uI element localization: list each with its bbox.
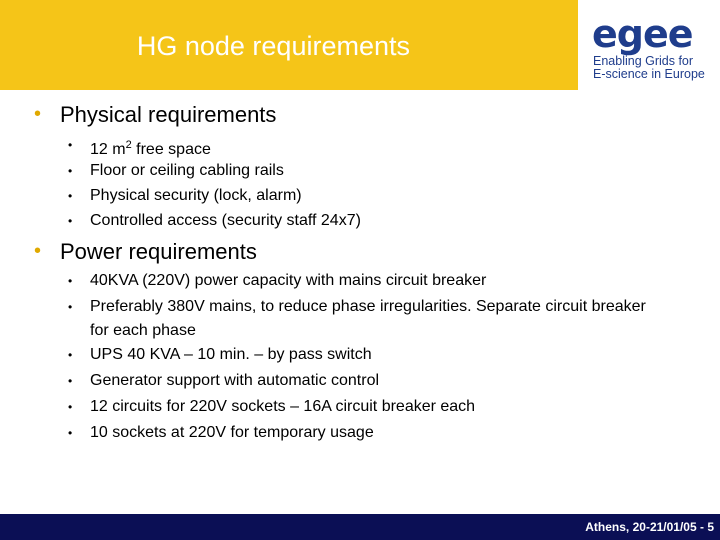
bullet-icon: • xyxy=(68,374,73,388)
bullet-icon: • xyxy=(34,103,42,125)
bullet-icon: • xyxy=(68,426,73,440)
bullet-icon: • xyxy=(68,164,73,178)
logo-brand: egee xyxy=(592,12,693,56)
bullet-icon: • xyxy=(34,240,42,262)
header-bar xyxy=(0,0,578,90)
slide-title: HG node requirements xyxy=(136,31,410,61)
footer-text: Athens, 20-21/01/05 - 5 xyxy=(585,520,714,534)
bullet-icon: • xyxy=(68,400,73,414)
bullet-icon: • xyxy=(68,138,73,152)
bullet-icon: • xyxy=(68,300,73,314)
egee-logo xyxy=(590,14,712,82)
logo-tagline-line2: E-science in Europe xyxy=(593,67,705,81)
footer-bar xyxy=(0,514,720,540)
logo-tagline-line1: Enabling Grids for xyxy=(593,54,694,68)
bullet-icon: • xyxy=(68,348,73,362)
bullet-icon: • xyxy=(68,274,73,288)
bullet-icon: • xyxy=(68,189,73,203)
bullet-icon: • xyxy=(68,214,73,228)
